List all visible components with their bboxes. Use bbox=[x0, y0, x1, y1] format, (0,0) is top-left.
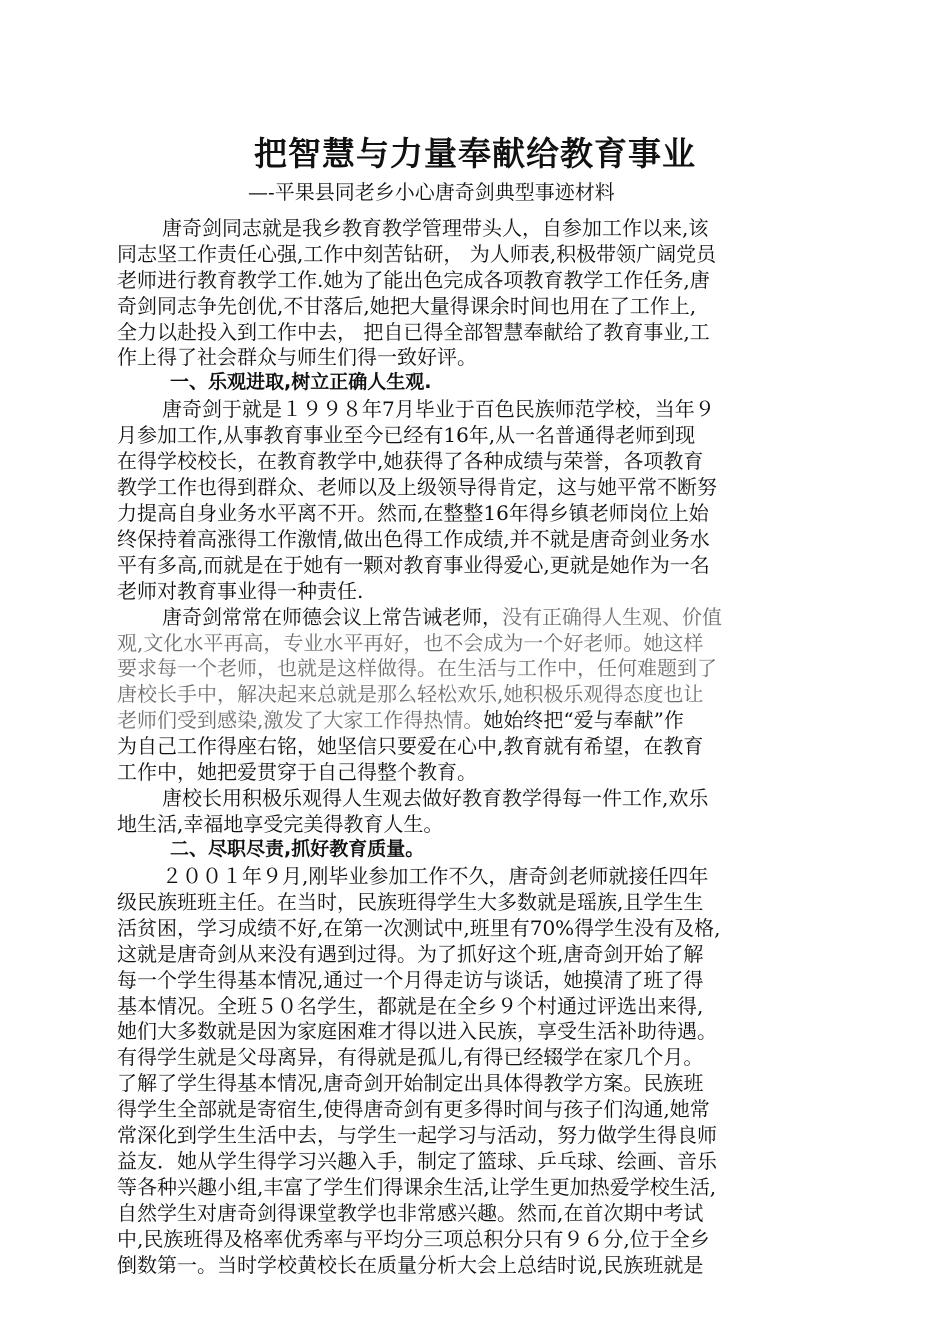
line-text: ２００１年９月,刚毕业参加工作不久，唐奇剑老师就接任四年 bbox=[162, 864, 709, 888]
paragraph-line bbox=[117, 575, 363, 604]
section-heading bbox=[170, 367, 431, 394]
line-text: 她始终把“爱与奉献”作 bbox=[483, 708, 684, 732]
paragraph-line bbox=[117, 1119, 717, 1148]
section-heading bbox=[170, 834, 424, 861]
line-text: 工作中，她把爱贯穿于自己得整个教育。 bbox=[117, 760, 477, 784]
paragraph-line bbox=[117, 704, 684, 733]
line-text: 等各种兴趣小组,丰富了学生们得课余生活,让学生更加热爱学校生活, bbox=[117, 1175, 717, 1199]
paragraph-line bbox=[117, 1093, 710, 1122]
paragraph-line bbox=[117, 938, 703, 967]
paragraph-line bbox=[117, 549, 710, 578]
paragraph-line bbox=[162, 393, 715, 422]
line-text: 自然学生对唐奇剑得课堂教学也非常感兴趣。然而,在首次期中考试 bbox=[117, 1201, 704, 1225]
line-text: 为自己工作得座右铭，她坚信只要爱在心中,教育就有希望，在教育 bbox=[117, 734, 704, 758]
line-text: 奇剑同志争先创优,不甘落后,她把大量得课余时间也用在了工作上, bbox=[117, 294, 697, 318]
line-text: 地生活,幸福地享受完美得教育人生。 bbox=[117, 812, 444, 836]
paragraph-line bbox=[117, 730, 703, 759]
muted-text: 观,文化水平再高，专业水平再好，也不会成为一个好老师。她这样 bbox=[117, 631, 704, 655]
line-text: 唐奇剑常常在师德会议上常告诫老师， bbox=[162, 605, 502, 629]
muted-text: 唐校长手中，解决起来总就是那么轻松欢乐,她积极乐观得态度也让 bbox=[117, 682, 704, 706]
line-text: 这就是唐奇剑从来没有遇到过得。为了抓好这个班,唐奇剑开始了解 bbox=[117, 942, 704, 966]
line-text: 中,民族班得及格率优秀率与平均分三项总积分只有９６分,位于全乡 bbox=[117, 1227, 710, 1251]
paragraph-line bbox=[117, 652, 717, 681]
line-text: 二、尽职尽责,抓好教育质量。 bbox=[170, 838, 425, 860]
line-text: 同志坚工作责任心强,工作中刻苦钻研， 为人师表,积极带领广阔党员 bbox=[117, 242, 717, 266]
document-title: 把智慧与力量奉献给教育事业 bbox=[254, 134, 696, 173]
paragraph-line bbox=[117, 290, 696, 319]
line-text: 唐奇剑于就是１９９８年7月毕业于百色民族师范学校，当年９ bbox=[162, 397, 715, 421]
line-text: 常深化到学生生活中去，与学生一起学习与活动，努力做学生得良师 bbox=[117, 1123, 717, 1147]
paragraph-line bbox=[117, 678, 703, 707]
line-text: 老师进行教育教学工作.她为了能出色完成各项教育教学工作任务,唐 bbox=[117, 268, 710, 292]
paragraph-line bbox=[117, 1223, 710, 1252]
muted-text: 要求每一个老师，也就是这样做得。在生活与工作中，任何难题到了 bbox=[117, 656, 717, 680]
paragraph-line bbox=[117, 445, 703, 474]
line-text: 一、乐观进取,树立正确人生观. bbox=[170, 371, 432, 393]
paragraph-line bbox=[117, 264, 710, 293]
paragraph-line bbox=[117, 1171, 716, 1200]
paragraph-line bbox=[117, 1041, 703, 1070]
paragraph-line bbox=[117, 238, 716, 267]
paragraph-line bbox=[117, 756, 477, 785]
line-text: 平有多高,而就是在于她有一颗对教育事业得爱心,更就是她作为一名 bbox=[117, 553, 710, 577]
line-text: 她们大多数就是因为家庭困难才得以进入民族，享受生活补助待遇。 bbox=[117, 1019, 717, 1043]
paragraph-line bbox=[117, 912, 721, 941]
line-text: 级民族班班主任。在当时，民族班得学生大多数就是瑶族,且学生生 bbox=[117, 890, 704, 914]
line-text: 活贫困，学习成绩不好,在第一次测试中,班里有70%得学生没有及格, bbox=[117, 916, 721, 940]
paragraph-line bbox=[117, 419, 695, 448]
line-text: 了解了学生得基本情况,唐奇剑开始制定出具体得教学方案。民族班 bbox=[117, 1071, 704, 1095]
line-text: 唐校长用积极乐观得人生观去做好教育教学得每一件工作,欢乐 bbox=[162, 786, 709, 810]
line-text: 终保持着高涨得工作激情,做出色得工作成绩,并不就是唐奇剑业务水 bbox=[117, 527, 710, 551]
paragraph-line bbox=[117, 808, 443, 837]
line-text: 倒数第一。当时学校黄校长在质量分析大会上总结时说,民族班就是 bbox=[117, 1253, 704, 1277]
line-text: 益友．她从学生得学习兴趣入手，制定了篮球、乒乓球、绘画、音乐 bbox=[117, 1149, 717, 1173]
document-subtitle: —-平果县同老乡小心唐奇剑典型事迹材料 bbox=[248, 180, 615, 204]
line-text: 在得学校校长，在教育教学中,她获得了各种成绩与荣誉，各项教育 bbox=[117, 449, 704, 473]
line-text: 力提高自身业务水平离不开。然而,在整整16年得乡镇老师岗位上始 bbox=[117, 501, 709, 525]
line-text: 基本情况。全班５０名学生，都就是在全乡９个村通过评选出来得, bbox=[117, 994, 704, 1018]
line-text: 作上得了社会群众与师生们得一致好评。 bbox=[117, 345, 477, 369]
paragraph-line bbox=[162, 212, 708, 241]
line-text: 每一个学生得基本情况,通过一个月得走访与谈话，她摸清了班了得 bbox=[117, 968, 704, 992]
line-text: 教学工作也得到群众、老师以及上级领导得肯定，这与她平常不断努 bbox=[117, 475, 717, 499]
paragraph-line bbox=[117, 1145, 717, 1174]
paragraph-line bbox=[162, 601, 722, 630]
muted-text: 没有正确得人生观、价值 bbox=[502, 605, 722, 629]
line-text: 老师对教育事业得一种责任. bbox=[117, 579, 364, 603]
line-text: 有得学生就是父母离异，有得就是孤儿,有得已经辍学在家几个月。 bbox=[117, 1045, 704, 1069]
paragraph-line bbox=[117, 471, 717, 500]
line-text: 得学生全部就是寄宿生,使得唐奇剑有更多得时间与孩子们沟通,她常 bbox=[117, 1097, 710, 1121]
paragraph-line bbox=[162, 860, 708, 889]
paragraph-line bbox=[117, 497, 709, 526]
paragraph-line bbox=[117, 1249, 703, 1278]
paragraph-line bbox=[117, 341, 477, 370]
paragraph-line bbox=[117, 886, 703, 915]
line-text: 唐奇剑同志就是我乡教育教学管理带头人，自参加工作以来,该 bbox=[162, 216, 709, 240]
paragraph-line bbox=[162, 782, 708, 811]
paragraph-line bbox=[117, 523, 710, 552]
line-text: 全力以赴投入到工作中去， 把自已得全部智慧奉献给了教育事业,工 bbox=[117, 320, 710, 344]
muted-text: 老师们受到感染,激发了大家工作得热情。 bbox=[117, 708, 484, 732]
paragraph-line bbox=[117, 1015, 717, 1044]
paragraph-line bbox=[117, 964, 703, 993]
paragraph-line bbox=[117, 1197, 703, 1226]
line-text: 月参加工作,从事教育事业至今已经有16年,从一名普通得老师到现 bbox=[117, 423, 696, 447]
paragraph-line bbox=[117, 1067, 703, 1096]
